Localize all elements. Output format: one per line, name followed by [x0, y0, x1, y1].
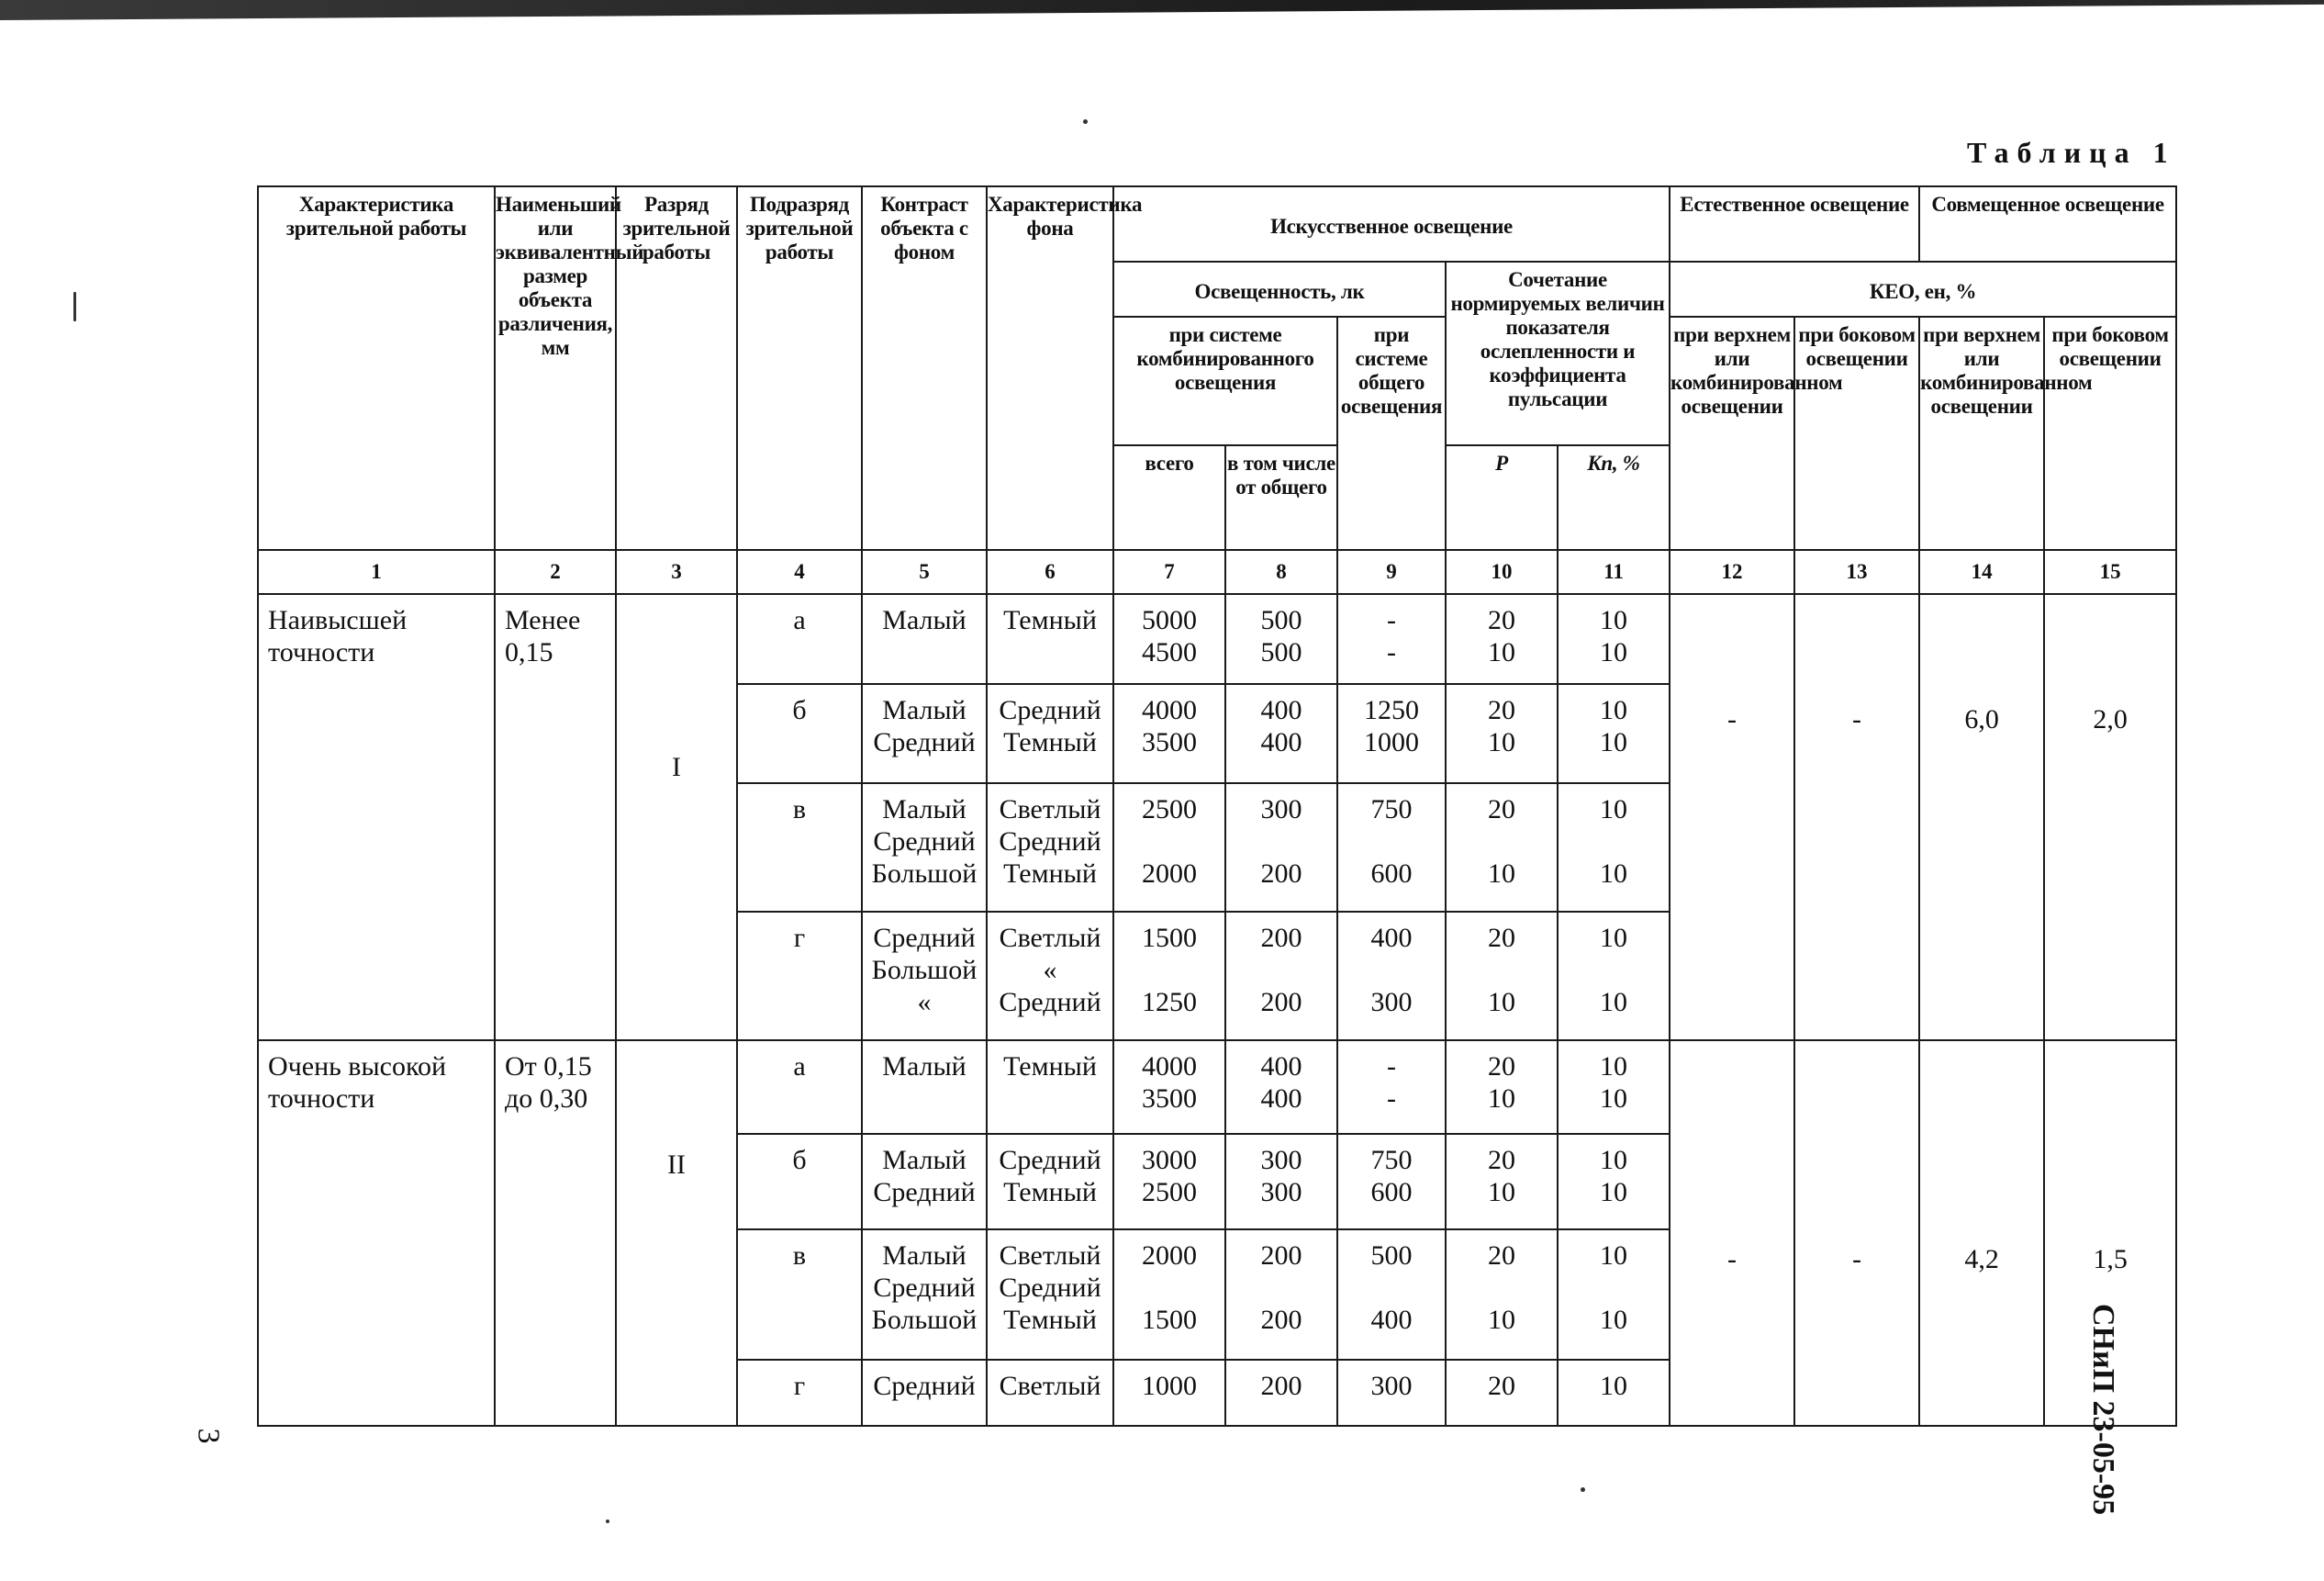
background-line: Светлый — [999, 794, 1101, 824]
line-gap — [1447, 954, 1557, 986]
pulsation-kp — [1558, 594, 1670, 684]
header-natural-side: при боковом освещении — [1794, 317, 1919, 550]
table-row — [258, 1040, 2176, 1134]
header-natural-top: при верхнем или комбинированном освещении — [1670, 317, 1794, 550]
illum-general-line: 1000 — [1364, 727, 1419, 757]
line-gap — [1114, 954, 1224, 986]
glare-p-line: 10 — [1488, 727, 1515, 757]
keo-keo-nat-side: - — [1794, 1040, 1919, 1426]
illum-general-line: - — [1387, 1051, 1396, 1082]
illum-incl-general-line: 200 — [1260, 858, 1302, 889]
contrast-line: Средний — [873, 727, 976, 757]
contrast — [862, 1360, 987, 1426]
header-mixed-side: при боковом освещении — [2044, 317, 2176, 550]
illum-general — [1337, 1360, 1446, 1426]
pulsation-kp-line: 10 — [1600, 1305, 1628, 1335]
col-num: 14 — [1919, 550, 2044, 594]
glare-p — [1446, 1360, 1558, 1426]
background-line: Средний — [999, 695, 1101, 725]
pulsation-kp-line: 10 — [1600, 1240, 1628, 1271]
line-gap — [1447, 1272, 1557, 1304]
illum-total-line: 3500 — [1142, 727, 1197, 757]
glare-p-line: 10 — [1488, 1305, 1515, 1335]
pulsation-kp — [1558, 684, 1670, 783]
background — [987, 1229, 1113, 1360]
line-gap — [1559, 954, 1669, 986]
header-grade: Разряд зрительной работы — [616, 186, 737, 550]
work-characteristic: Очень высокой точности — [258, 1040, 495, 1426]
contrast-line: Большой — [871, 858, 978, 889]
subgrade: б — [737, 1134, 862, 1229]
keo-keo-nat-side: - — [1794, 594, 1919, 1040]
background — [987, 1040, 1113, 1134]
pulsation-kp-line: 10 — [1600, 1051, 1628, 1082]
keo-keo-mix-side: 1,5 — [2044, 1040, 2176, 1426]
header-contrast: Контраст объекта с фоном — [862, 186, 987, 550]
background-line: Светлый — [999, 1371, 1101, 1401]
scan-speck — [1581, 1487, 1585, 1492]
illum-incl-general-line: 300 — [1260, 1177, 1302, 1207]
line-gap — [1338, 825, 1445, 858]
glare-p — [1446, 912, 1558, 1040]
col-num: 12 — [1670, 550, 1794, 594]
work-characteristic: Наивысшей точности — [258, 594, 495, 1040]
col-num: 2 — [495, 550, 616, 594]
table-row — [258, 594, 2176, 684]
header-subgrade: Подразряд зрительной работы — [737, 186, 862, 550]
illum-incl-general-line: 500 — [1260, 605, 1302, 635]
illum-general — [1337, 684, 1446, 783]
glare-p-line: 20 — [1488, 1240, 1515, 1271]
background-line: Темный — [1003, 1305, 1097, 1335]
object-size: Менее 0,15 — [495, 594, 616, 1040]
illum-incl-general — [1225, 1134, 1337, 1229]
glare-p-line: 10 — [1488, 1083, 1515, 1114]
illum-general-line: - — [1387, 637, 1396, 667]
table-label: Таблица 1 — [1967, 136, 2176, 169]
pulsation-kp-line: 10 — [1600, 987, 1628, 1017]
illum-general — [1337, 1229, 1446, 1360]
header-incl-general: в том числе от общего — [1225, 445, 1337, 550]
background-line: Темный — [1003, 858, 1097, 889]
line-gap — [1226, 1272, 1336, 1304]
background-line: Средний — [999, 987, 1101, 1017]
pulsation-kp-line: 10 — [1600, 727, 1628, 757]
subgrade: в — [737, 783, 862, 912]
background — [987, 912, 1113, 1040]
col-num: 7 — [1113, 550, 1225, 594]
header-artificial-lighting: Искусственное освещение — [1113, 186, 1670, 262]
subgrade: в — [737, 1229, 862, 1360]
illum-total — [1113, 594, 1225, 684]
col-num: 3 — [616, 550, 737, 594]
col-num: 6 — [987, 550, 1113, 594]
visual-grade: II — [616, 1040, 737, 1426]
keo-keo-mix-top: 4,2 — [1919, 1040, 2044, 1426]
illum-general — [1337, 1134, 1446, 1229]
subgrade: г — [737, 912, 862, 1040]
glare-p-line: 20 — [1488, 695, 1515, 725]
illum-incl-general-line: 400 — [1260, 1083, 1302, 1114]
illum-incl-general — [1225, 1360, 1337, 1426]
contrast — [862, 594, 987, 684]
header-p: P — [1446, 445, 1558, 550]
contrast-line: Малый — [882, 605, 966, 635]
line-gap — [1338, 954, 1445, 986]
visual-grade: I — [616, 594, 737, 1040]
subgrade: б — [737, 684, 862, 783]
illum-general — [1337, 912, 1446, 1040]
background-line: Темный — [1003, 605, 1097, 635]
illum-incl-general-line: 300 — [1260, 794, 1302, 824]
background-line: Светлый — [999, 923, 1101, 953]
pulsation-kp — [1558, 1360, 1670, 1426]
contrast-line: Большой — [871, 955, 978, 985]
glare-p-line: 20 — [1488, 605, 1515, 635]
illum-incl-general — [1225, 1040, 1337, 1134]
pulsation-kp-line: 10 — [1600, 695, 1628, 725]
keo-keo-mix-side: 2,0 — [2044, 594, 2176, 1040]
illum-general-line: 400 — [1370, 1305, 1413, 1335]
keo-keo-nat-top: - — [1670, 1040, 1794, 1426]
scan-speck — [1083, 119, 1088, 124]
illum-general-line: - — [1387, 605, 1396, 635]
col-num: 4 — [737, 550, 862, 594]
contrast — [862, 1229, 987, 1360]
illum-total-line: 4000 — [1142, 695, 1197, 725]
glare-p-line: 20 — [1488, 794, 1515, 824]
document-reference: СНиП 23-05-95 — [2086, 1304, 2120, 1516]
background-line: Светлый — [999, 1240, 1101, 1271]
contrast — [862, 1040, 987, 1134]
contrast — [862, 783, 987, 912]
glare-p-line: 10 — [1488, 637, 1515, 667]
contrast — [862, 912, 987, 1040]
pulsation-kp-line: 10 — [1600, 1145, 1628, 1175]
illum-general-line: 600 — [1370, 858, 1413, 889]
table-body — [258, 594, 2176, 1426]
contrast-line: Малый — [882, 1145, 966, 1175]
illum-total-line: 1000 — [1142, 1371, 1197, 1401]
glare-p-line: 20 — [1488, 1371, 1515, 1401]
pulsation-kp-line: 10 — [1600, 1177, 1628, 1207]
illum-incl-general — [1225, 912, 1337, 1040]
header-object-size: Наименьший или эквивалентный размер объекта различения, мм — [495, 186, 616, 550]
pulsation-kp-line: 10 — [1600, 923, 1628, 953]
glare-p-line: 20 — [1488, 923, 1515, 953]
background-line: Темный — [1003, 1051, 1097, 1082]
pulsation-kp — [1558, 1040, 1670, 1134]
illum-general-line: 750 — [1370, 794, 1413, 824]
glare-p — [1446, 783, 1558, 912]
pulsation-kp-line: 10 — [1600, 1371, 1628, 1401]
glare-p — [1446, 1229, 1558, 1360]
illum-incl-general-line: 300 — [1260, 1145, 1302, 1175]
col-num: 15 — [2044, 550, 2176, 594]
illum-total — [1113, 1229, 1225, 1360]
illum-general — [1337, 594, 1446, 684]
glare-p — [1446, 684, 1558, 783]
background — [987, 684, 1113, 783]
col-num: 10 — [1446, 550, 1558, 594]
keo-keo-nat-top: - — [1670, 594, 1794, 1040]
line-gap — [1559, 825, 1669, 858]
glare-p — [1446, 1040, 1558, 1134]
scan-speck — [606, 1519, 609, 1523]
illum-total-line: 2500 — [1142, 1177, 1197, 1207]
illum-total — [1113, 912, 1225, 1040]
header-glare-pulsation: Сочетание нормируемых величин показателя ослепленности и коэффициента пульсации — [1446, 262, 1670, 445]
illum-total-line: 4500 — [1142, 637, 1197, 667]
contrast-line: Средний — [873, 1177, 976, 1207]
illum-total-line: 1500 — [1142, 1305, 1197, 1335]
illum-general-line: 750 — [1370, 1145, 1413, 1175]
glare-p — [1446, 594, 1558, 684]
glare-p-line: 10 — [1488, 987, 1515, 1017]
line-gap — [1559, 1272, 1669, 1304]
illum-general-line: 300 — [1370, 987, 1413, 1017]
illum-total — [1113, 684, 1225, 783]
col-num: 8 — [1225, 550, 1337, 594]
illum-total-line: 4000 — [1142, 1051, 1197, 1082]
header-kp: Kп, % — [1558, 445, 1670, 550]
object-size: От 0,15 до 0,30 — [495, 1040, 616, 1426]
illum-general-line: 300 — [1370, 1371, 1413, 1401]
scan-speck — [73, 292, 76, 321]
line-gap — [1114, 825, 1224, 858]
page-number: 3 — [191, 1428, 226, 1444]
illum-incl-general-line: 500 — [1260, 637, 1302, 667]
subgrade: а — [737, 594, 862, 684]
illum-general-line: 1250 — [1364, 695, 1419, 725]
contrast-line: Большой — [871, 1305, 978, 1335]
header-combined-system: при системе комбинированного освещения — [1113, 317, 1337, 445]
illum-total — [1113, 1040, 1225, 1134]
illum-general-line: 400 — [1370, 923, 1413, 953]
glare-p-line: 10 — [1488, 1177, 1515, 1207]
contrast-line: Малый — [882, 794, 966, 824]
illum-total-line: 1500 — [1142, 923, 1197, 953]
background — [987, 1134, 1113, 1229]
header-illuminance: Освещенность, лк — [1113, 262, 1446, 317]
illum-incl-general — [1225, 1229, 1337, 1360]
header-keo: КЕО, eн, % — [1670, 262, 2176, 317]
illum-total-line: 3500 — [1142, 1083, 1197, 1114]
contrast-line: Средний — [873, 923, 976, 953]
col-num: 5 — [862, 550, 987, 594]
pulsation-kp-line: 10 — [1600, 637, 1628, 667]
background-line: Средний — [999, 1145, 1101, 1175]
illum-general — [1337, 1040, 1446, 1134]
illum-incl-general-line: 200 — [1260, 923, 1302, 953]
pulsation-kp — [1558, 1229, 1670, 1360]
illum-incl-general-line: 400 — [1260, 1051, 1302, 1082]
contrast — [862, 684, 987, 783]
illum-total-line: 2500 — [1142, 794, 1197, 824]
col-num: 11 — [1558, 550, 1670, 594]
col-num: 13 — [1794, 550, 1919, 594]
column-numbers-row — [258, 550, 2176, 594]
contrast-line: Средний — [873, 826, 976, 857]
glare-p-line: 20 — [1488, 1145, 1515, 1175]
subgrade: г — [737, 1360, 862, 1426]
illum-incl-general-line: 200 — [1260, 1305, 1302, 1335]
lighting-norms-table — [257, 185, 2177, 1427]
illum-total — [1113, 1134, 1225, 1229]
glare-p-line: 20 — [1488, 1051, 1515, 1082]
background — [987, 594, 1113, 684]
keo-keo-mix-top: 6,0 — [1919, 594, 2044, 1040]
contrast-line: « — [917, 987, 932, 1017]
scan-top-shadow — [0, 0, 2324, 20]
background — [987, 1360, 1113, 1426]
background — [987, 783, 1113, 912]
illum-total — [1113, 1360, 1225, 1426]
contrast-line: Малый — [882, 695, 966, 725]
header-mixed-lighting: Совмещенное освещение — [1919, 186, 2176, 262]
header-background: Характеристика фона — [987, 186, 1113, 550]
illum-incl-general-line: 400 — [1260, 695, 1302, 725]
background-line: Средний — [999, 826, 1101, 857]
line-gap — [1226, 825, 1336, 858]
contrast-line: Малый — [882, 1240, 966, 1271]
contrast — [862, 1134, 987, 1229]
header-total: всего — [1113, 445, 1225, 550]
subgrade: а — [737, 1040, 862, 1134]
pulsation-kp-line: 10 — [1600, 858, 1628, 889]
line-gap — [1226, 954, 1336, 986]
pulsation-kp — [1558, 1134, 1670, 1229]
illum-total — [1113, 783, 1225, 912]
illum-incl-general-line: 200 — [1260, 1371, 1302, 1401]
illum-general-line: 500 — [1370, 1240, 1413, 1271]
background-line: Средний — [999, 1273, 1101, 1303]
illum-incl-general-line: 400 — [1260, 727, 1302, 757]
illum-total-line: 1250 — [1142, 987, 1197, 1017]
illum-total-line: 2000 — [1142, 1240, 1197, 1271]
contrast-line: Средний — [873, 1273, 976, 1303]
glare-p — [1446, 1134, 1558, 1229]
pulsation-kp — [1558, 912, 1670, 1040]
header-mixed-top: при верхнем или комбинированном освещении — [1919, 317, 2044, 550]
illum-total-line: 5000 — [1142, 605, 1197, 635]
illum-total-line: 2000 — [1142, 858, 1197, 889]
line-gap — [1447, 825, 1557, 858]
illum-general-line: 600 — [1370, 1177, 1413, 1207]
line-gap — [1338, 1272, 1445, 1304]
pulsation-kp — [1558, 783, 1670, 912]
header-visual-work: Характеристика зрительной работы — [258, 186, 495, 550]
illum-general-line: - — [1387, 1083, 1396, 1114]
pulsation-kp-line: 10 — [1600, 794, 1628, 824]
illum-incl-general-line: 200 — [1260, 1240, 1302, 1271]
line-gap — [1114, 1272, 1224, 1304]
pulsation-kp-line: 10 — [1600, 605, 1628, 635]
contrast-line: Средний — [873, 1371, 976, 1401]
background-line: Темный — [1003, 727, 1097, 757]
contrast-line: Малый — [882, 1051, 966, 1082]
pulsation-kp-line: 10 — [1600, 1083, 1628, 1114]
illum-incl-general — [1225, 783, 1337, 912]
col-num: 1 — [258, 550, 495, 594]
col-num: 9 — [1337, 550, 1446, 594]
illum-incl-general — [1225, 594, 1337, 684]
header-general-system: при системе общего освещения — [1337, 317, 1446, 550]
illum-incl-general — [1225, 684, 1337, 783]
glare-p-line: 10 — [1488, 858, 1515, 889]
header-natural-lighting: Естественное освещение — [1670, 186, 1919, 262]
background-line: Темный — [1003, 1177, 1097, 1207]
illum-total-line: 3000 — [1142, 1145, 1197, 1175]
illum-incl-general-line: 200 — [1260, 987, 1302, 1017]
background-line: « — [1043, 955, 1057, 985]
illum-general — [1337, 783, 1446, 912]
